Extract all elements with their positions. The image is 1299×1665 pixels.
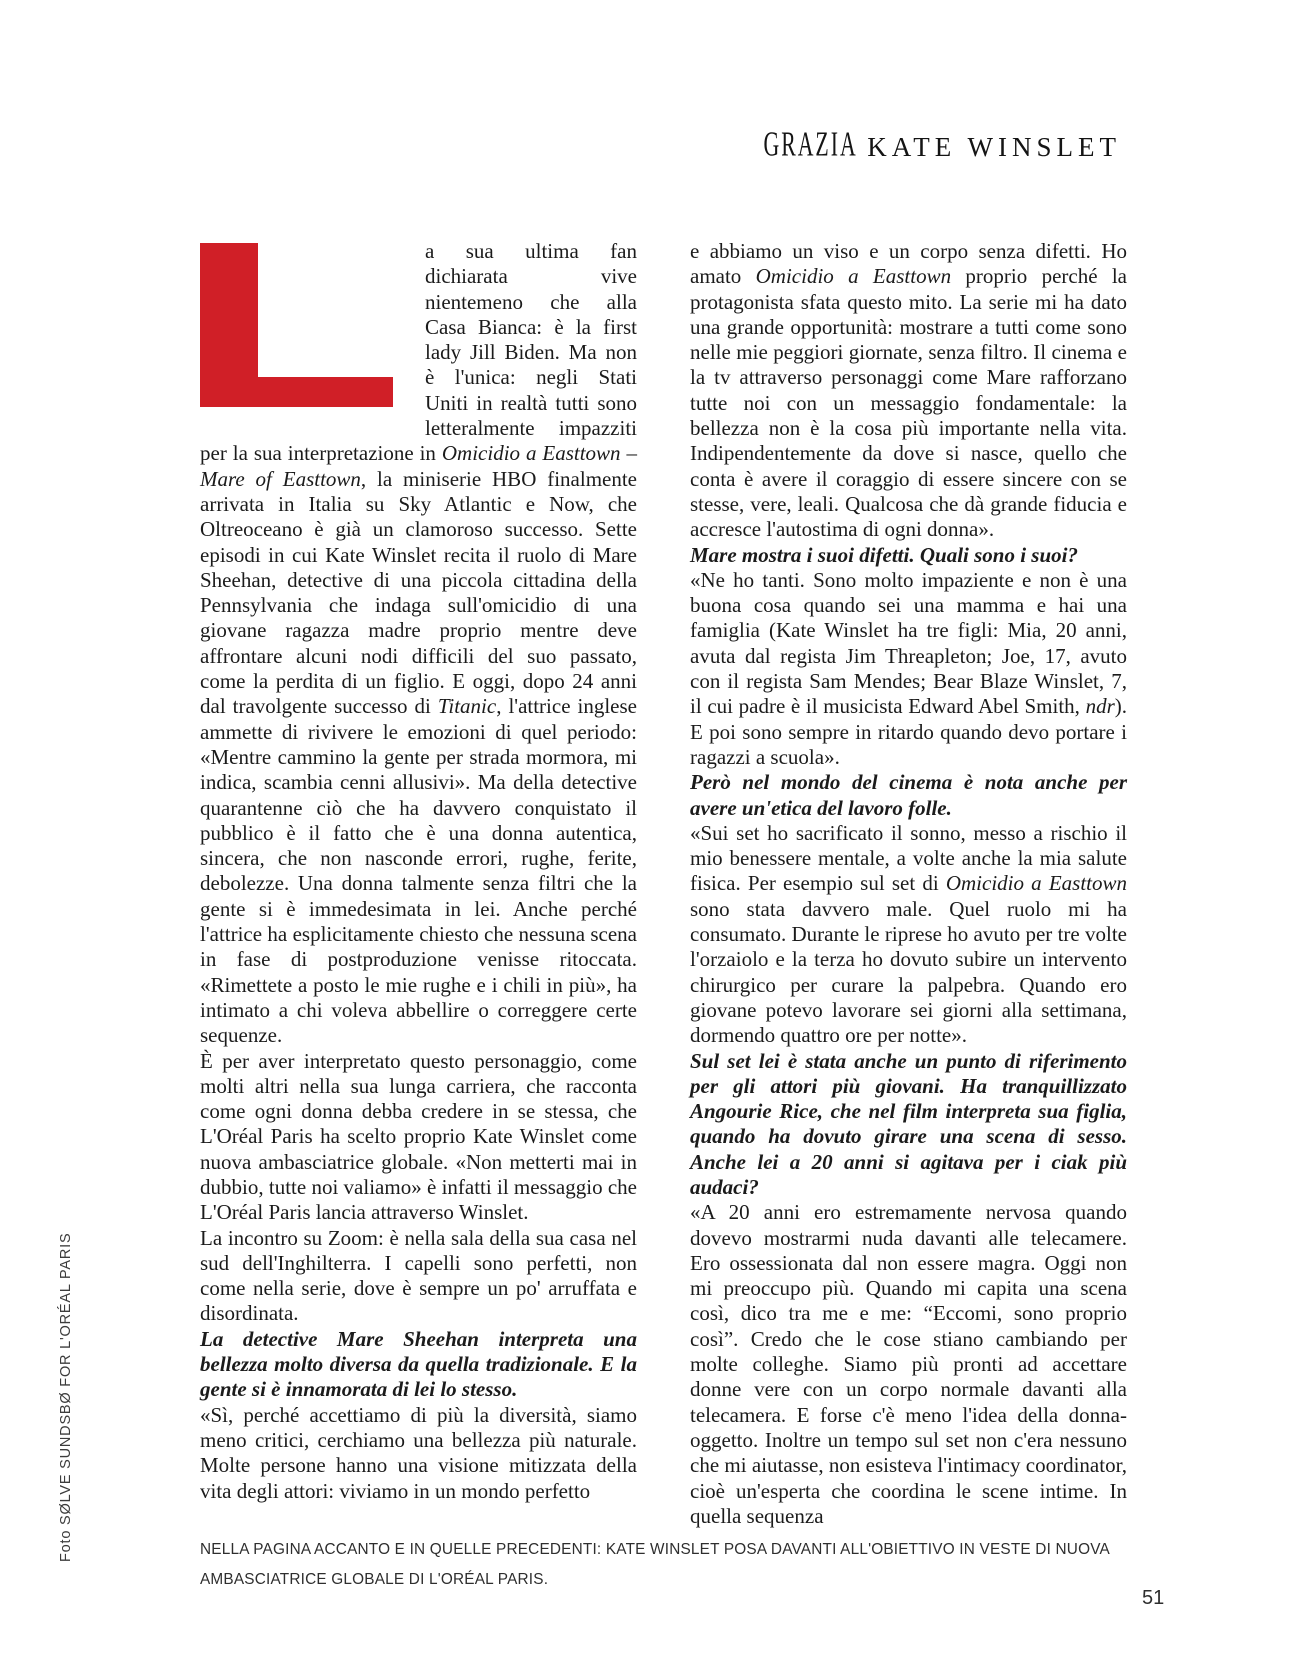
magazine-logo: GRAZIA <box>763 125 858 164</box>
masthead <box>715 125 1121 165</box>
paragraph: È per aver interpretato questo personaggio, come molti altri nella sua lunga carriera, che racconta come ogni donna debba credere in se stessa, che L'Oréal Paris ha scelto proprio Kate Winslet come nuova ambasciatrice globale. «Non metterti mai in dubbio, tutte noi valiamo» è infatti il messaggio che L'Oréal Paris lancia attraverso Winslet. <box>200 1048 637 1225</box>
drop-cap-letter-l <box>200 243 393 407</box>
page-number: 51 <box>1142 1587 1165 1609</box>
interview-question: Mare mostra i suoi difetti. Quali sono i suoi? <box>690 542 1078 567</box>
section-title: KATE WINSLET <box>867 132 1121 162</box>
lead-paragraph: a sua ultima fan dichiarata vive nientemeno che alla Casa Bianca: è la first lady Jill Biden. Ma non è l'unica: negli Stati Uniti in realtà tutti sono letteralmente impazziti per la sua interpretazione in Omicidio a Easttown – Mare of Easttown, la miniserie HBO finalmente arrivata in Italia su Sky Atlantic e Now, che Oltreoceano è già un clamoroso successo. Sette episodi in cui Kate Winslet recita il ruolo di Mare Sheehan, detective di una piccola cittadina della Pennsylvania che indaga sull'omicidio di una giovane ragazza madre proprio mentre deve affrontare alcuni nodi difficili del suo passato, come la perdita di un figlio. E oggi, dopo 24 anni dal travolgente successo di Titanic, l'attrice inglese ammette di rivivere le emozioni di quel periodo: «Mentre cammino la gente per strada mormora, mi indica, scambia cenni allusivi». Ma della detective quarantenne ciò che ha davvero conquistato il pubblico è il fatto che è una donna autentica, sincera, che non nasconde errori, rughe, ferite, debolezze. Una donna talmente senza filtri che la gente si è immedesimata in lei. Anche perché l'attrice ha esplicitamente chiesto che nessuna scena in fase di postproduzione venisse ritoccata. «Rimettete a posto le mie rughe e i chili in più», ha intimato a chi voleva abbellire o correggere certe sequenze. <box>200 239 637 1048</box>
paragraph: La incontro su Zoom: è nella sala della sua casa nel sud dell'Inghilterra. I capelli sono perfetti, non come nella serie, dove è sempre un po' arruffata e disordinata. <box>200 1225 637 1326</box>
photo-credit: Foto SØLVE SUNDSBØ FOR L'ORÉAL PARIS <box>58 1232 74 1562</box>
article-column-right <box>690 239 1127 1529</box>
interview-question: Sul set lei è stata anche un punto di riferimento per gli attori più giovani. Ha tranquillizzato Angourie Rice, che nel film interpreta sua figlia, quando ha dovuto girare una scena di sesso. Anche lei a 20 anni si agitava per i ciak più audaci? <box>690 1048 1127 1199</box>
photo-caption <box>200 1535 1110 1595</box>
paragraph: e abbiamo un viso e un corpo senza difetti. Ho amato Omicidio a Easttown proprio perché la protagonista sfata questo mito. La serie mi ha dato una grande opportunità: mostrare a tutti come sono nelle mie peggiori giornate, senza filtro. Il cinema e la tv attraverso personaggi come Mare rafforzano tutte noi con un messaggio fondamentale: la bellezza non è la cosa più importante nella vita. Indipendentemente da dove si nasce, quello che conta è avere il coraggio di essere sincere con se stesse, vere, leali. Qualcosa che dà grande fiducia e accresce l'autostima di ogni donna». <box>690 239 1127 542</box>
article-column-left <box>200 239 637 1504</box>
photo-caption-line: NELLA PAGINA ACCANTO E IN QUELLE PRECEDENTI: KATE WINSLET POSA DAVANTI ALL'OBIETTIVO IN VESTE DI NUOVA <box>200 1541 1110 1558</box>
drop-cap-shape <box>200 243 393 407</box>
paragraph: «Ne ho tanti. Sono molto impaziente e non è una buona cosa quando sei una mamma e hai una famiglia (Kate Winslet ha tre figli: Mia, 20 anni, avuta dal regista Jim Threapleton; Joe, 17, avuto con il regista Sam Mendes; Bear Blaze Winslet, 7, il cui padre è il musicista Edward Abel Smith, ndr). E poi sono sempre in ritardo quando devo portare i ragazzi a scuola». <box>690 567 1127 769</box>
paragraph: «Sui set ho sacrificato il sonno, messo a rischio il mio benessere mentale, a volte anche la mia salute fisica. Per esempio sul set di Omicidio a Easttown sono stata davvero male. Quel ruolo mi ha consumato. Durante le riprese ho avuto per tre volte l'orzaiolo e la terza ho dovuto subire un intervento chirurgico per curare la palpebra. Quando ero giovane potevo lavorare sei giorni alla settimana, dormendo quattro ore per notte». <box>690 820 1127 1048</box>
paragraph: «Sì, perché accettiamo di più la diversità, siamo meno critici, cerchiamo una bellezza più naturale. Molte persone hanno una visione mitizzata della vita degli attori: viviamo in un mondo perfetto <box>200 1402 637 1503</box>
interview-question: Però nel mondo del cinema è nota anche per avere un'etica del lavoro folle. <box>690 770 1127 820</box>
paragraph: «A 20 anni ero estremamente nervosa quando dovevo mostrarmi nuda davanti alle telecamere. Ero ossessionata dal non essere magra. Oggi non mi preoccupo più. Quando mi capita una scena così, dico tra me e me: “Eccomi, sono proprio così”. Credo che le cose stiano cambiando per molte colleghe. Siamo più pronti ad accettare donne vere con un corpo normale davanti alla telecamera. E forse c'è meno l'idea della donna-oggetto. Inoltre un tempo sul set non c'era nessuno che mi aiutasse, non esisteva l'intimacy coordinator, cioè un'esperta che coordina le scene intime. In quella sequenza <box>690 1200 1127 1528</box>
interview-question: La detective Mare Sheehan interpreta una bellezza molto diversa da quella tradizionale. E la gente si è innamorata di lei lo stesso. <box>200 1326 637 1402</box>
photo-caption-line: AMBASCIATRICE GLOBALE DI L'ORÉAL PARIS. <box>200 1571 549 1588</box>
